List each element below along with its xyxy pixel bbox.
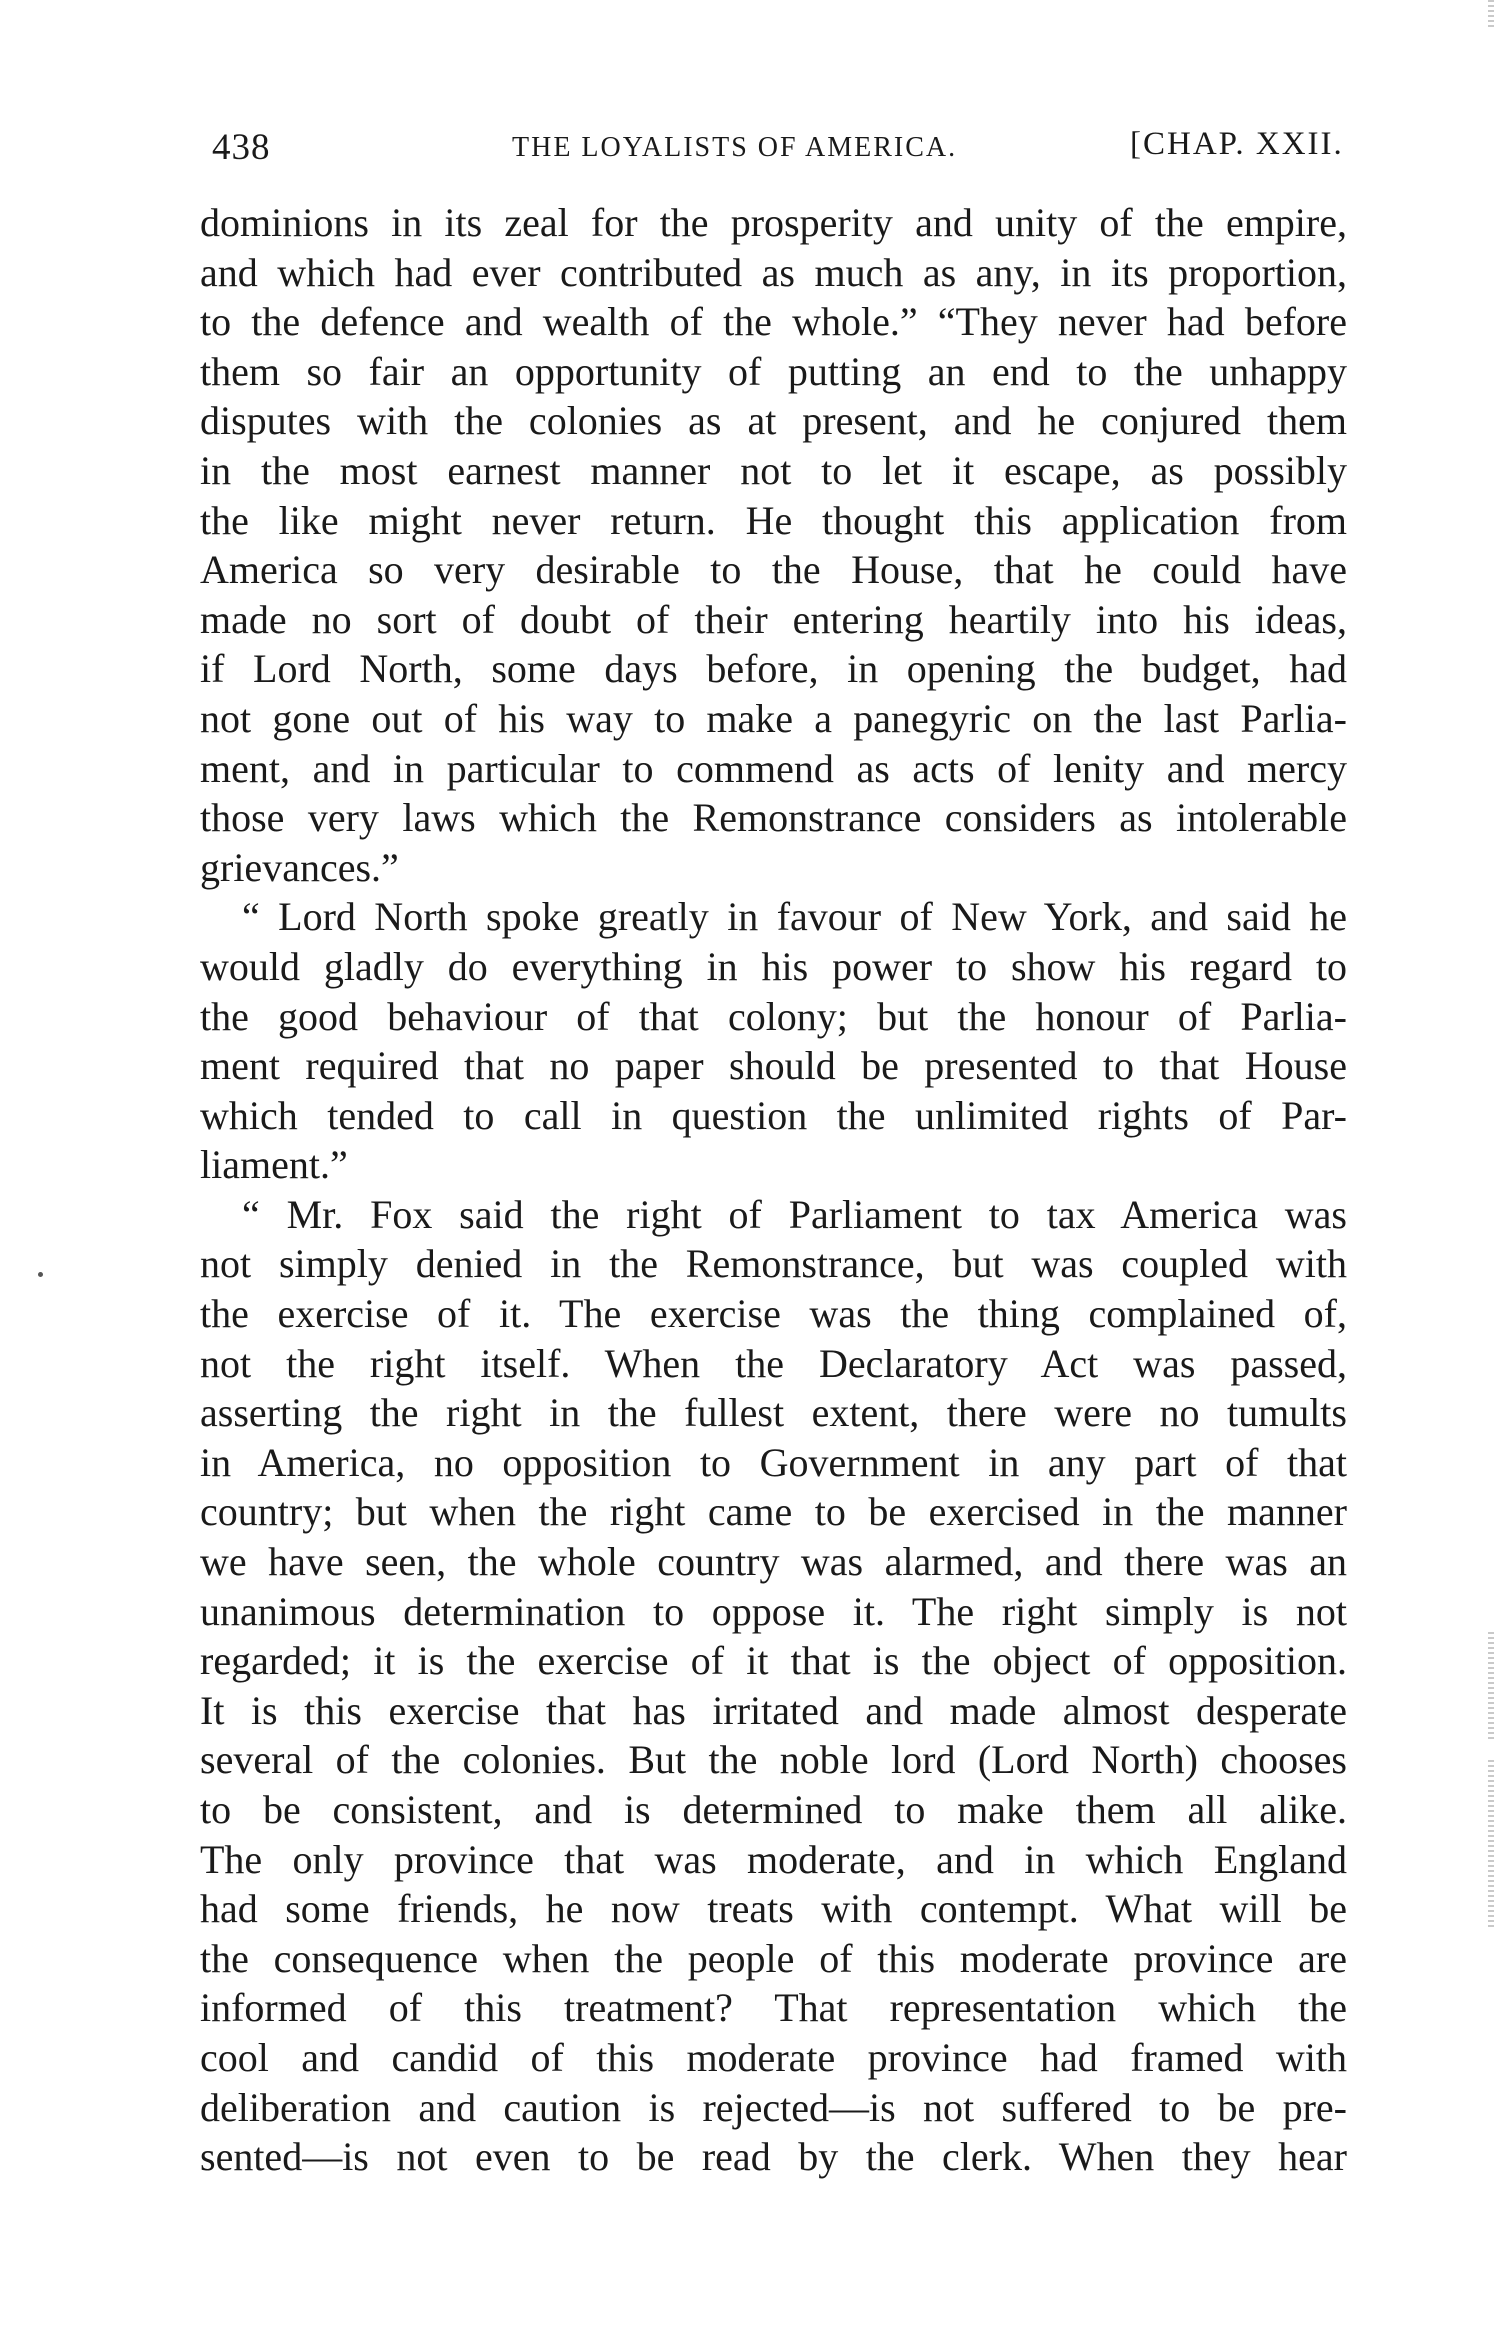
text-line: asserting the right in the fullest extent, there were no tumults <box>200 1390 1347 1436</box>
text-line: It is this exercise that has irritated and made almost desperate <box>200 1687 1347 1733</box>
text-line: unanimous determination to oppose it. The right simply is not <box>200 1588 1347 1634</box>
text-line: the exercise of it. The exercise was the thing complained of, <box>200 1291 1347 1337</box>
text-line: the good behaviour of that colony; but the honour of Parlia- <box>200 993 1347 1039</box>
text-line: if Lord North, some days before, in opening the budget, had <box>200 646 1347 692</box>
text-line: America so very desirable to the House, that he could have <box>200 547 1347 593</box>
text-line: not gone out of his way to make a panegyric on the last Parlia- <box>200 695 1347 741</box>
text-line: would gladly do everything in his power to show his regard to <box>200 943 1347 989</box>
text-line: cool and candid of this moderate province had framed with <box>200 2034 1347 2080</box>
text-line: liament.” <box>200 1142 348 1188</box>
text-line: not the right itself. When the Declaratory Act was passed, <box>200 1340 1347 1386</box>
text-line: those very laws which the Remonstrance considers as intolerable <box>200 795 1347 841</box>
text-line: in America, no opposition to Government in any part of that <box>200 1439 1347 1485</box>
text-line: deliberation and caution is rejected—is not suffered to be pre- <box>200 2084 1347 2130</box>
text-line: we have seen, the whole country was alarmed, and there was an <box>200 1539 1347 1585</box>
body-text <box>200 198 1347 2182</box>
page-number: 438 <box>212 127 271 168</box>
text-line: made no sort of doubt of their entering heartily into his ideas, <box>200 596 1347 642</box>
text-line: had some friends, he now treats with contempt. What will be <box>200 1886 1347 1932</box>
scan-edge-mark <box>1488 0 1494 28</box>
text-line: informed of this treatment? That representation which the <box>200 1985 1347 2031</box>
text-line: several of the colonies. But the noble lord (Lord North) chooses <box>200 1737 1347 1783</box>
text-line: grievances.” <box>200 844 399 890</box>
text-line: dominions in its zeal for the prosperity and unity of the empire, <box>200 200 1347 245</box>
text-line: the like might never return. He thought this application from <box>200 497 1347 543</box>
text-line: country; but when the right came to be exercised in the manner <box>200 1489 1347 1535</box>
scan-edge-mark <box>1488 1632 1494 1742</box>
text-line: which tended to call in question the unlimited rights of Par- <box>200 1092 1347 1138</box>
text-line: the consequence when the people of this moderate province are <box>200 1935 1347 1981</box>
chapter-reference: [CHAP. XXII. <box>1130 126 1344 162</box>
running-head <box>200 118 1350 168</box>
paragraph-start-line: “ Mr. Fox said the right of Parliament to tax America was <box>242 1191 1347 1237</box>
text-line: and which had ever contributed as much as any, in its proportion, <box>200 249 1347 295</box>
text-line: The only province that was moderate, and in which England <box>200 1836 1347 1882</box>
text-line: regarded; it is the exercise of it that is the object of opposition. <box>200 1638 1347 1684</box>
paragraph-start-line: “ Lord North spoke greatly in favour of New York, and said he <box>242 894 1347 940</box>
text-line: sented—is not even to be read by the clerk. When they hear <box>200 2134 1347 2180</box>
text-line: ment required that no paper should be presented to that House <box>200 1043 1347 1089</box>
text-line: them so fair an opportunity of putting an end to the unhappy <box>200 348 1347 394</box>
text-line: to be consistent, and is determined to make them all alike. <box>200 1787 1347 1832</box>
text-line: ment, and in particular to commend as acts of lenity and mercy <box>200 745 1347 791</box>
text-line: in the most earnest manner not to let it escape, as possibly <box>200 447 1347 493</box>
text-line: disputes with the colonies as at present, and he conjured them <box>200 398 1347 444</box>
scan-speck <box>38 1272 43 1277</box>
text-line: to the defence and wealth of the whole.” “They never had before <box>200 299 1347 345</box>
running-title: THE LOYALISTS OF AMERICA. <box>512 132 958 163</box>
text-line: not simply denied in the Remonstrance, but was coupled with <box>200 1241 1347 1287</box>
scan-edge-mark <box>1488 1760 1494 1930</box>
